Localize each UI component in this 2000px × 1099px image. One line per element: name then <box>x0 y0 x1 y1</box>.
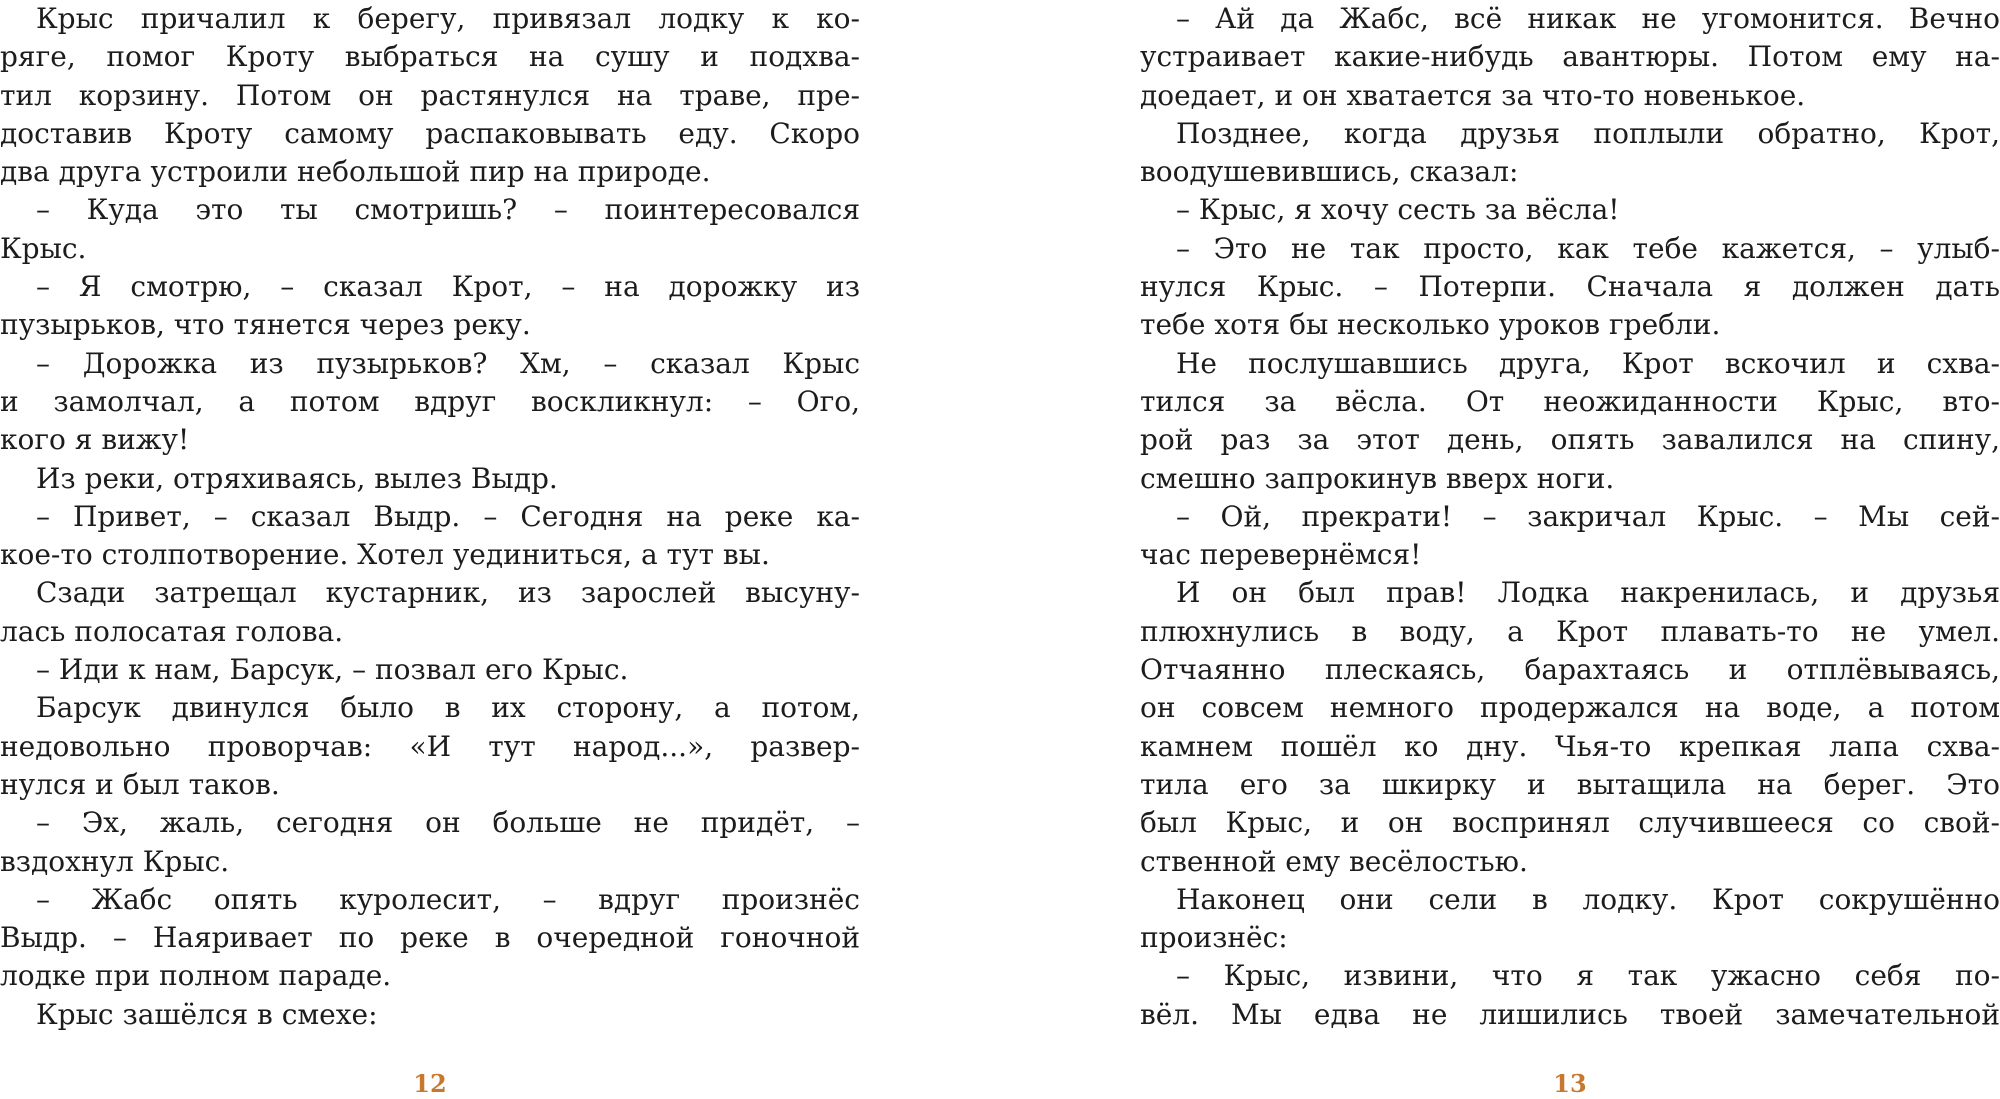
text-line: смешно запрокинув вверх ноги. <box>1140 461 1615 495</box>
text-line: Отчаянно плескаясь, барахтаясь и отплёвываясь, <box>1140 653 2000 687</box>
text-line: Наконец они сели в лодку. Крот сокрушённо <box>1176 882 2000 916</box>
text-line: нулся Крыс. – Потерпи. Сначала я должен дать <box>1140 270 2000 304</box>
text-line: доставив Кроту самому распаковывать еду. Скоро <box>0 116 860 150</box>
text-line: И он был прав! Лодка накренилась, и друзья <box>1176 576 2000 610</box>
text-line: пузырьков, что тянется через реку. <box>0 308 531 342</box>
text-line: тил корзину. Потом он растянулся на траве, пре- <box>0 78 860 112</box>
text-line: доедает, и он хватается за что-то новенькое. <box>1140 78 1806 112</box>
text-line: рой раз за этот день, опять завалился на спину, <box>1140 423 2000 457</box>
text-line: произнёс: <box>1140 921 1288 955</box>
text-line: – Куда это ты смотришь? – поинтересовался <box>36 193 860 227</box>
text-line: два друга устроили небольшой пир на природе. <box>0 155 711 189</box>
left-page <box>0 0 860 1099</box>
text-line: – Ой, прекрати! – закричал Крыс. – Мы сей- <box>1176 499 2000 533</box>
text-line: Не послушавшись друга, Крот вскочил и схва- <box>1176 346 2000 380</box>
right-page-text <box>1140 0 2000 1034</box>
text-line: – Ай да Жабс, всё никак не угомонится. Вечно <box>1176 2 2000 35</box>
text-line: вёл. Мы едва не лишились твоей замечательной <box>1140 997 2000 1031</box>
text-line: – Я смотрю, – сказал Крот, – на дорожку из <box>36 270 860 304</box>
right-page <box>1140 0 2000 1099</box>
text-line: кого я вижу! <box>0 423 190 457</box>
text-line: лодке при полном параде. <box>0 959 392 993</box>
text-line: – Крыс, извини, что я так ужасно себя по- <box>1176 959 2000 993</box>
text-line: плюхнулись в воду, а Крот плавать-то не умел. <box>1140 614 2000 648</box>
text-line: кое-то столпотворение. Хотел уединиться, а тут вы. <box>0 538 770 572</box>
text-line: – Это не так просто, как тебе кажется, – улыб- <box>1176 231 2000 265</box>
text-line: тился за вёсла. От неожиданности Крыс, вто- <box>1140 384 2000 418</box>
text-line: Барсук двинулся было в их сторону, а потом, <box>36 691 860 725</box>
text-line: Из реки, отряхиваясь, вылез Выдр. <box>36 461 558 495</box>
text-line: ственной ему весёлостью. <box>1140 844 1528 878</box>
text-line: он совсем немного продержался на воде, а потом <box>1140 691 2000 725</box>
text-line: ряге, помог Кроту выбраться на сушу и подхва- <box>0 40 860 74</box>
text-line: устраивает какие-нибудь авантюры. Потом ему на- <box>1140 40 2000 74</box>
text-line: тила его за шкирку и вытащила на берег. Это <box>1140 767 2000 801</box>
text-line: – Жабс опять куролесит, – вдруг произнёс <box>36 882 860 916</box>
text-line: тебе хотя бы несколько уроков гребли. <box>1140 308 1721 342</box>
text-line: – Крыс, я хочу сесть за вёсла! <box>1176 193 1620 227</box>
text-line: воодушевившись, сказал: <box>1140 155 1519 189</box>
text-line: – Эх, жаль, сегодня он больше не придёт, – <box>36 806 860 840</box>
left-page-text <box>0 0 860 1034</box>
text-line: Позднее, когда друзья поплыли обратно, Крот, <box>1176 116 2000 150</box>
text-line: Выдр. – Наяривает по реке в очередной гоночной <box>0 921 860 955</box>
text-line: лась полосатая голова. <box>0 614 344 648</box>
text-line: – Привет, – сказал Выдр. – Сегодня на реке ка- <box>36 499 860 533</box>
text-line: был Крыс, и он воспринял случившееся со свой- <box>1140 806 2000 840</box>
text-line: и замолчал, а потом вдруг воскликнул: – Ого, <box>0 384 860 418</box>
text-line: Крыс зашёлся в смехе: <box>36 997 378 1031</box>
text-line: – Иди к нам, Барсук, – позвал его Крыс. <box>36 653 629 687</box>
text-line: камнем пошёл ко дну. Чья-то крепкая лапа схва- <box>1140 729 2000 763</box>
right-page-number: 13 <box>1553 1069 1587 1098</box>
text-line: Крыс. <box>0 231 87 265</box>
text-line: Сзади затрещал кустарник, из зарослей высуну- <box>36 576 860 610</box>
left-page-number: 12 <box>413 1069 447 1098</box>
text-line: вздохнул Крыс. <box>0 844 230 878</box>
text-line: нулся и был таков. <box>0 767 280 801</box>
text-line: час перевернёмся! <box>1140 538 1422 572</box>
text-line: недовольно проворчав: «И тут народ...», развер- <box>0 729 860 763</box>
text-line: – Дорожка из пузырьков? Хм, – сказал Крыс <box>36 346 860 380</box>
text-line: Крыс причалил к берегу, привязал лодку к ко- <box>36 2 860 35</box>
